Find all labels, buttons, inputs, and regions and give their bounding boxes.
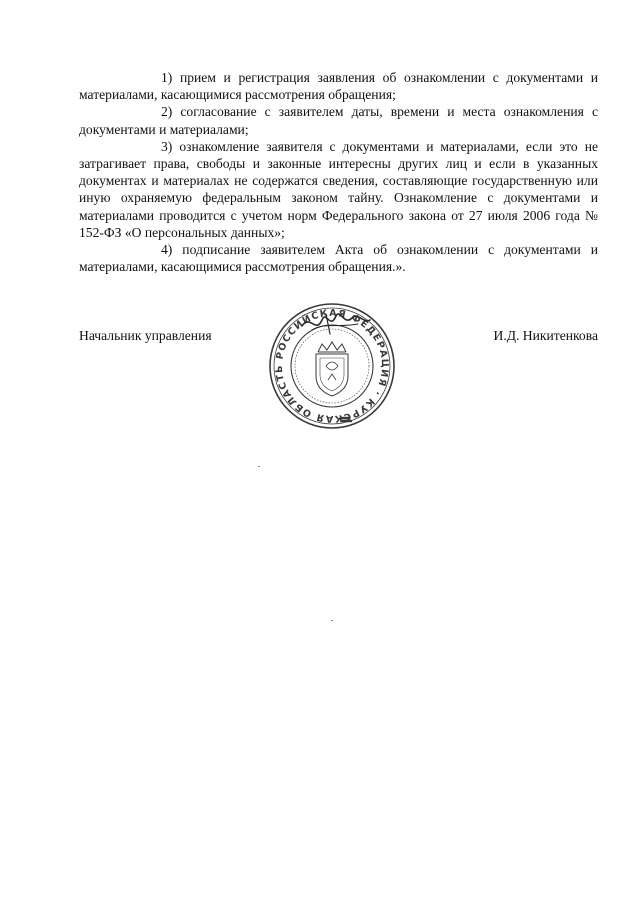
scan-speck [331,620,333,621]
emblem-icon [316,342,348,396]
official-seal-stamp [266,300,398,432]
list-item-3 [79,138,598,241]
scan-speck [258,466,260,467]
list-item-text: ознакомление заявителя с документами и материалами, если это не затрагивает права, свободы и законные интересны других лиц и если в указанных документах и материалах не содержатся сведения, составляющие государственную или иную охраняемую федеральным законом тайну. Ознакомление с документами и материалами проводится с учетом норм Федерального закона от 27 июля 2006 года № 152-ФЗ «О персональных данных»; [79,138,598,240]
list-item-number: 2) [161,104,173,120]
signatory-name: И.Д. Никитенкова [493,328,598,343]
signatory-position: Начальник управления [79,328,212,343]
list-item-1 [79,69,598,103]
list-item-text: прием и регистрация заявления об ознакомлении с документами и материалами, касающимися рассмотрения обращения; [79,70,598,103]
list-item-2 [79,103,598,137]
list-item-4 [79,241,598,275]
seal-ring-text: РОССИЙСКАЯ ФЕДЕРАЦИЯ · КУРСКАЯ ОБЛАСТЬ [273,307,391,425]
document-body [79,69,598,275]
list-item-number: 4) [161,242,173,258]
list-item-text: согласование с заявителем даты, времени и места ознакомления с документами и материалами; [79,104,598,137]
list-item-number: 3) [161,138,173,154]
list-item-text: подписание заявителем Акта об ознакомлении с документами и материалами, касающимися рассмотрения обращения.». [79,242,598,275]
list-item-number: 1) [161,70,173,85]
seal-rings [270,304,394,428]
